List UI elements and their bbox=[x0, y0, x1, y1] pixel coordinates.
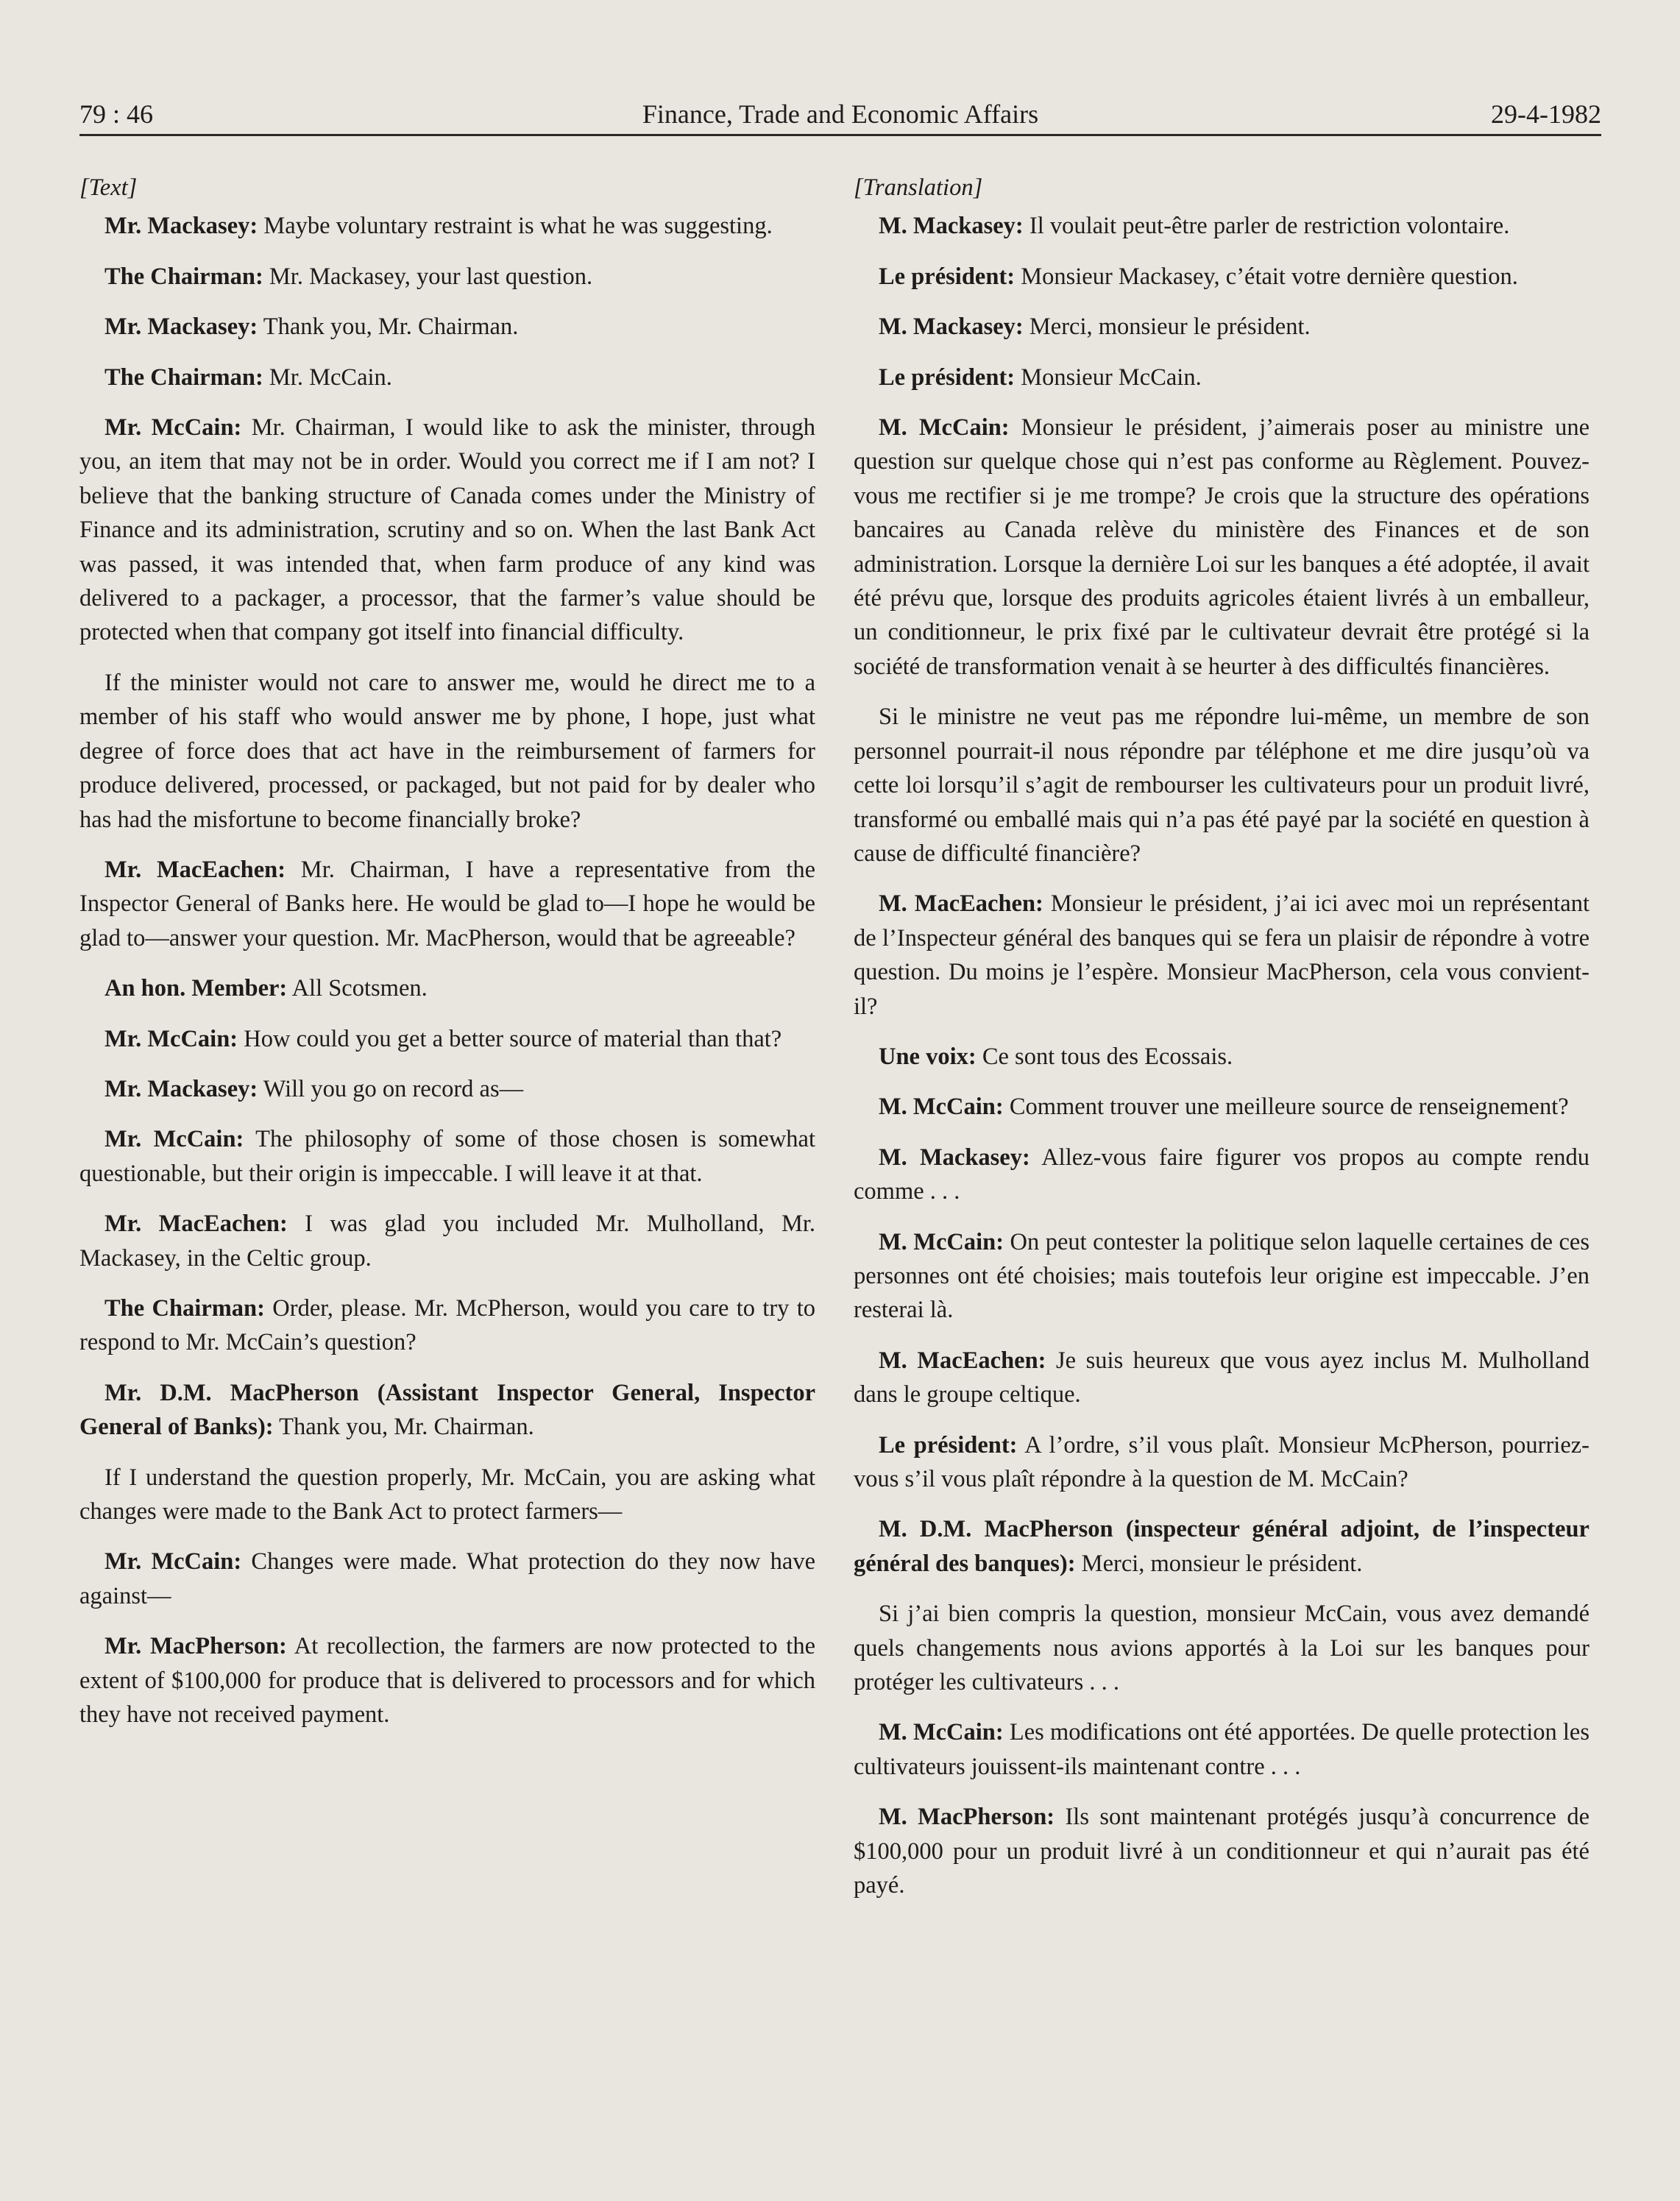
transcript-paragraph bbox=[854, 361, 1589, 394]
transcript-paragraph bbox=[854, 1428, 1589, 1497]
speech-text: Monsieur McCain. bbox=[1015, 364, 1202, 391]
transcript-paragraph bbox=[854, 1141, 1589, 1209]
transcript-paragraph bbox=[79, 1291, 815, 1360]
speech-text: Merci, monsieur le président. bbox=[1075, 1550, 1363, 1577]
english-column bbox=[79, 171, 815, 1748]
transcript-paragraph bbox=[854, 887, 1589, 1024]
column-heading: [Translation] bbox=[854, 174, 983, 201]
speech-text: Il voulait peut-être parler de restriction volontaire. bbox=[1023, 213, 1510, 240]
transcript-paragraph bbox=[79, 1122, 815, 1191]
transcript-paragraph bbox=[854, 1715, 1589, 1784]
speech-text: Mr. Mackasey, your last question. bbox=[263, 263, 593, 290]
transcript-paragraph bbox=[854, 1225, 1589, 1328]
transcript-paragraph bbox=[79, 1629, 815, 1732]
transcript-paragraph bbox=[79, 1545, 815, 1613]
speech-text: Thank you, Mr. Chairman. bbox=[273, 1414, 534, 1441]
transcript-paragraph bbox=[854, 411, 1589, 684]
transcript-paragraph bbox=[79, 411, 815, 650]
speech-text: Monsieur le président, j’ai ici avec moi un représentant de l’Inspecteur général des banques qui se fera un plaisir de répondre à votre question. Du moins je l’espère. Monsieur MacPherson, cela vous convient-il? bbox=[854, 890, 1589, 1020]
transcript-paragraph bbox=[79, 1461, 815, 1529]
speaker-name: Mr. Mackasey: bbox=[104, 1075, 258, 1102]
speech-text: Order, please. Mr. McPherson, would you care to try to respond to Mr. McCain’s question? bbox=[79, 1294, 816, 1356]
speaker-name: The Chairman: bbox=[104, 1294, 265, 1322]
speaker-name: Le président: bbox=[879, 263, 1016, 290]
speech-text: If I understand the question properly, Mr. McCain, you are asking what changes were made to the Bank Act to protect farmers— bbox=[79, 1464, 815, 1525]
page-date: 29-4-1982 bbox=[1491, 99, 1601, 129]
speaker-name: Une voix: bbox=[879, 1043, 977, 1070]
transcript-paragraph bbox=[854, 1090, 1589, 1124]
speaker-name: Le président: bbox=[879, 364, 1016, 391]
speech-text: Je suis heureux que vous ayez inclus M. Mulholland dans le groupe celtique. bbox=[854, 1347, 1590, 1408]
english-transcript bbox=[79, 209, 815, 1732]
page-header bbox=[79, 94, 1601, 136]
speaker-name: M. Mackasey: bbox=[879, 1144, 1030, 1171]
speaker-name: An hon. Member: bbox=[104, 975, 288, 1002]
transcript-paragraph bbox=[79, 1072, 815, 1106]
speaker-name: Mr. McCain: bbox=[104, 1025, 238, 1052]
transcript-paragraph bbox=[854, 1597, 1589, 1699]
speech-text: The philosophy of some of those chosen is somewhat questionable, but their origin is impeccable. I will leave it at that. bbox=[79, 1126, 816, 1187]
transcript-paragraph bbox=[79, 209, 815, 243]
speaker-name: The Chairman: bbox=[104, 364, 263, 391]
transcript-paragraph bbox=[854, 700, 1589, 871]
speech-text: Ils sont maintenant protégés jusqu’à concurrence de $100,000 pour un produit livré à un conditionneur et qui n’aurait pas été payé. bbox=[854, 1804, 1589, 1899]
speaker-name: M. McCain: bbox=[879, 1094, 1004, 1121]
speaker-name: M. MacEachen: bbox=[879, 1347, 1046, 1374]
speech-text: Will you go on record as— bbox=[258, 1075, 524, 1102]
speech-text: I was glad you included Mr. Mulholland, Mr. Mackasey, in the Celtic group. bbox=[79, 1211, 815, 1272]
speaker-name: M. Mackasey: bbox=[879, 313, 1024, 341]
speaker-name: Mr. Mackasey: bbox=[104, 213, 258, 240]
french-column bbox=[854, 171, 1589, 1918]
transcript-paragraph bbox=[854, 260, 1589, 294]
transcript-paragraph bbox=[854, 1512, 1589, 1581]
french-transcript bbox=[854, 209, 1589, 1902]
speech-text: Merci, monsieur le président. bbox=[1023, 313, 1311, 341]
transcript-paragraph bbox=[79, 361, 815, 394]
transcript-paragraph bbox=[79, 260, 815, 294]
speech-text: If the minister would not care to answer me, would he direct me to a member of his staff who would answer me by phone, I hope, just what degree of force does that act have in the reimbursement of farmers for produce delivered, processed, or packaged, but not paid for by dealer who has had the misfortune to become financially broke? bbox=[79, 669, 815, 833]
transcript-paragraph bbox=[854, 310, 1589, 344]
speech-text: Thank you, Mr. Chairman. bbox=[258, 313, 519, 341]
speech-text: Mr. Chairman, I would like to ask the minister, through you, an item that may not be in order. Would you correct me if I am not? I believe that the banking structure of Canada comes under the Ministry of Finance and its administration, scrutiny and so on. When the last Bank Act was passed, it was intended that, when farm produce of any kind was delivered to a packager, a processor, that the farmer’s value should be protected when that company got itself into financial difficulty. bbox=[79, 414, 816, 646]
speech-text: A l’ordre, s’il vous plaît. Monsieur McPherson, pourriez-vous s’il vous plaît répondre à la question de M. McCain? bbox=[854, 1431, 1589, 1492]
speech-text: How could you get a better source of material than that? bbox=[238, 1025, 782, 1052]
speaker-name: Mr. McCain: bbox=[104, 414, 242, 442]
transcript-paragraph bbox=[79, 1376, 815, 1445]
speech-text: Changes were made. What protection do they now have against— bbox=[79, 1548, 815, 1609]
speech-text: At recollection, the farmers are now protected to the extent of $100,000 for produce that is delivered to processors and for which they have not received payment. bbox=[79, 1633, 815, 1729]
transcript-paragraph bbox=[79, 853, 815, 955]
speaker-name: Mr. MacEachen: bbox=[104, 856, 286, 883]
speaker-name: M. D.M. MacPherson (inspecteur général adjoint, de l’inspecteur général des banques): bbox=[854, 1516, 1589, 1577]
speech-text: On peut contester la politique selon laquelle certaines de ces personnes ont été choisies; mais toutefois leur origine est impeccable. J’en resterai là. bbox=[854, 1228, 1589, 1324]
transcript-paragraph bbox=[79, 971, 815, 1005]
transcript-paragraph bbox=[79, 1022, 815, 1056]
speaker-name: Mr. Mackasey: bbox=[104, 313, 258, 341]
transcript-paragraph bbox=[79, 310, 815, 344]
transcript-paragraph bbox=[854, 1800, 1589, 1902]
speaker-name: The Chairman: bbox=[104, 263, 263, 290]
speaker-name: M. Mackasey: bbox=[879, 213, 1024, 240]
column-heading: [Text] bbox=[79, 174, 138, 201]
speech-text: Mr. McCain. bbox=[263, 364, 392, 391]
speech-text: Ce sont tous des Ecossais. bbox=[976, 1043, 1233, 1070]
speaker-name: M. McCain: bbox=[879, 1719, 1004, 1746]
speaker-name: M. MacPherson: bbox=[879, 1804, 1055, 1831]
transcript-paragraph bbox=[854, 1040, 1589, 1074]
speech-text: Comment trouver une meilleure source de renseignement? bbox=[1003, 1094, 1569, 1121]
speaker-name: Mr. MacEachen: bbox=[104, 1211, 288, 1238]
committee-title: Finance, Trade and Economic Affairs bbox=[642, 99, 1039, 129]
transcript-paragraph bbox=[854, 209, 1589, 243]
page-number: 79 : 46 bbox=[79, 99, 154, 129]
speech-text: Si le ministre ne veut pas me répondre lui-même, un membre de son personnel pourrait-il nous répondre par téléphone et me dire jusqu’où va cette loi lorsqu’il s’agit de rembourser les cultivateurs pour un produit livré, transformé ou emballé mais qui n’a pas été payé par la société en question à cause de difficulté financière? bbox=[854, 703, 1589, 867]
speaker-name: Mr. D.M. MacPherson (Assistant Inspector General, Inspector General of Banks): bbox=[79, 1379, 815, 1441]
speaker-name: Mr. McCain: bbox=[104, 1126, 244, 1153]
speech-text: Monsieur Mackasey, c’était votre dernière question. bbox=[1015, 263, 1518, 290]
transcript-paragraph bbox=[854, 1344, 1589, 1412]
speech-text: Mr. Chairman, I have a representative from the Inspector General of Banks here. He would be glad to—I hope he would be glad to—answer your question. Mr. MacPherson, would that be agreeable? bbox=[79, 856, 815, 951]
speaker-name: M. McCain: bbox=[879, 414, 1010, 442]
speech-text: Monsieur le président, j’aimerais poser au ministre une question sur quelque chose qui n’est pas conforme au Règlement. Pouvez-vous me rectifier si je me trompe? Je crois que la structure des opérations bancaires au Canada relève du ministère des Finances et de son administration. Lorsque la dernière Loi sur les banques a été adoptée, il avait été prévu que, lorsque des produits agricoles étaient livrés à un emballeur, un conditionneur, le prix fixé par le cultivateur devrait être protégé si la société de transformation venait à se heurter à des difficultés financières. bbox=[854, 414, 1589, 680]
speech-text: Les modifications ont été apportées. De quelle protection les cultivateurs jouissent-ils maintenant contre . . . bbox=[854, 1719, 1589, 1780]
speaker-name: Mr. McCain: bbox=[104, 1548, 242, 1576]
speaker-name: Mr. MacPherson: bbox=[104, 1633, 287, 1660]
speech-text: Si j’ai bien compris la question, monsieur McCain, vous avez demandé quels changements nous avions apportés à la Loi sur les banques pour protéger les cultivateurs . . . bbox=[854, 1601, 1589, 1696]
transcript-paragraph bbox=[79, 1207, 815, 1275]
speaker-name: M. MacEachen: bbox=[879, 890, 1043, 918]
speaker-name: Le président: bbox=[879, 1431, 1018, 1459]
transcript-paragraph bbox=[79, 666, 815, 837]
speech-text: Maybe voluntary restraint is what he was suggesting. bbox=[258, 213, 773, 240]
speaker-name: M. McCain: bbox=[879, 1228, 1004, 1255]
speech-text: All Scotsmen. bbox=[287, 975, 428, 1002]
speech-text: Allez-vous faire figurer vos propos au compte rendu comme . . . bbox=[854, 1144, 1589, 1205]
